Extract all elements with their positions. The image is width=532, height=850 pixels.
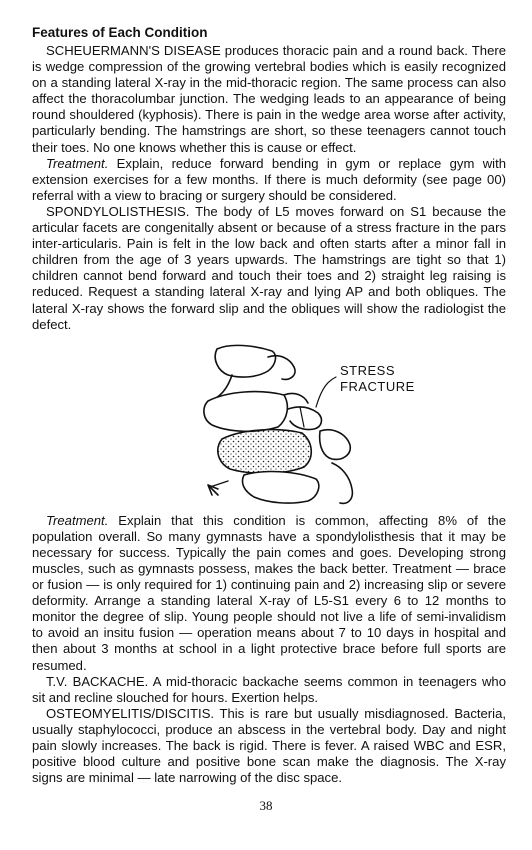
page-number: 38: [259, 798, 273, 813]
scheuermann-paragraph: SCHEUERMANN'S DISEASE produces thoracic pain and a round back. There is wedge compression of the growing vertebral bodies which is easily recognized on a standing lateral X-ray in the mid-thoracic region. The same process can also affect the thoracolumbar junction. The wedging leads to an appearance of being round shouldered (kyphosis). There is pain in the wedge area worse after activity, particularly bending. The hamstrings are short, so these teenagers cannot touch their toes. No one knows whether this is cause or effect.: [32, 43, 506, 155]
figure-label-stress: STRESS: [340, 362, 396, 378]
treatment-label: Treatment.: [46, 512, 109, 528]
vertebrae-drawing: [32, 335, 506, 505]
l5-vertebra: [218, 429, 311, 473]
page-content: [32, 24, 506, 786]
spondylolisthesis-treatment-paragraph: [32, 513, 506, 674]
upper-vertebra: [215, 345, 275, 377]
spondylolisthesis-illustration: [32, 335, 506, 505]
treatment-label: Treatment.: [46, 155, 109, 171]
section-heading: Features of Each Condition: [32, 25, 208, 40]
osteomyelitis-paragraph: OSTEOMYELITIS/DISCITIS. This is rare but usually misdiagnosed. Bacteria, usually staphylococci, produce an abscess in the vertebral body. Day and night pain slowly increases. The back is rigid. There is fever. A raised WBC and ESR, positive blood culture and positive bone scan make the diagnosis. The X-ray signs are minimal — late narrowing of the disc space.: [32, 705, 506, 786]
spondylolisthesis-paragraph: SPONDYLOLISTHESIS. The body of L5 moves forward on S1 because the articular facets are congenitally absent or because of a stress fracture in the pars inter-articularis. Pain is felt in the low back and often starts after a minor fall in children from the age of 3 years upwards. The hamstrings are tight so that 1) children cannot bend forward and touch their toes and 2) straight leg raising is reduced. Request a standing lateral X-ray and lying AP and both obliques. The lateral X-ray shows the forward slip and the obliques will show the radiologist the defect.: [32, 203, 506, 332]
tv-backache-paragraph: T.V. BACKACHE. A mid-thoracic backache seems common in teenagers who sit and recline slouched for hours. Exertion helps.: [32, 673, 506, 705]
scheuermann-treatment-paragraph: [32, 156, 506, 204]
figure-label-fracture: FRACTURE: [340, 378, 415, 394]
treatment-text: Explain that this condition is common, affecting 8% of the population overall. So many gymnasts have a spondylolisthesis that it may be necessary for success. Typically the pain comes and goes. Developing strong muscles, such as gymnasts possess, makes the back better. Treatment — brace or fusion — is only required for 1) continuing pain and 2) increasing slip or severe deformity. Arrange a standing lateral X-ray of L5-S1 every 6 to 12 months to monitor the degree of slip. Young people should not live a life of semi-invalidism to avoid an insitu fusion — operation means about 7 to 10 days in hospital and then about 3 months at school in a light protective brace before full sports are resumed.: [32, 512, 506, 673]
treatment-text: Explain, reduce forward bending in gym or replace gym with extension exercises for a few months. If there is much deformity (see page 00) referral with a view to bracing or surgery should be considered.: [32, 155, 506, 203]
pars-interarticularis: [288, 407, 321, 430]
sacrum: [242, 471, 318, 503]
middle-vertebra: [204, 391, 287, 431]
